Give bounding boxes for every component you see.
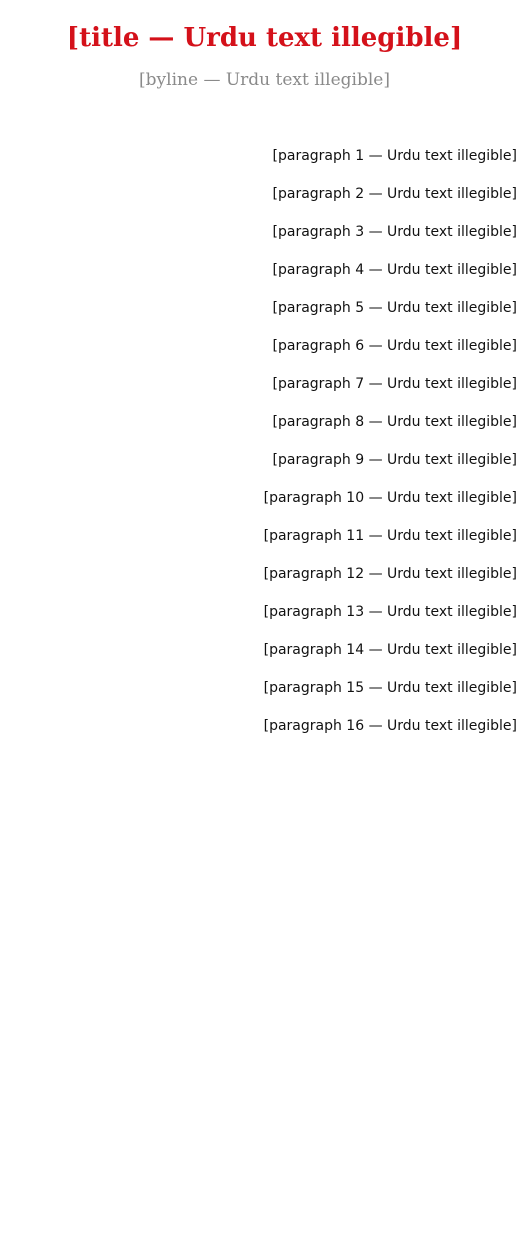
- article-body: [12, 142, 517, 741]
- article-paragraph: [paragraph 13 — Urdu text illegible]: [263, 604, 517, 620]
- article-paragraph: [paragraph 9 — Urdu text illegible]: [272, 452, 517, 468]
- article-paragraph: [paragraph 2 — Urdu text illegible]: [272, 186, 517, 202]
- article-paragraph: [paragraph 4 — Urdu text illegible]: [272, 262, 517, 278]
- article-paragraph: [paragraph 15 — Urdu text illegible]: [263, 680, 517, 696]
- article-paragraph: [paragraph 1 — Urdu text illegible]: [272, 148, 517, 164]
- article-paragraph: [paragraph 3 — Urdu text illegible]: [272, 224, 517, 240]
- article-paragraph: [paragraph 14 — Urdu text illegible]: [263, 642, 517, 658]
- article-paragraph: [paragraph 16 — Urdu text illegible]: [263, 718, 517, 734]
- header-spacer: [12, 94, 517, 142]
- author-byline: [byline — Urdu text illegible]: [139, 70, 390, 90]
- article-paragraph: [paragraph 11 — Urdu text illegible]: [263, 528, 517, 544]
- article-paragraph: [paragraph 5 — Urdu text illegible]: [272, 300, 517, 316]
- article-paragraph: [paragraph 12 — Urdu text illegible]: [263, 566, 517, 582]
- article-paragraph: [paragraph 6 — Urdu text illegible]: [272, 338, 517, 354]
- article-paragraph: [paragraph 8 — Urdu text illegible]: [272, 414, 517, 430]
- article-paragraph: [paragraph 7 — Urdu text illegible]: [272, 376, 517, 392]
- article-title: [title — Urdu text illegible]: [66, 23, 463, 53]
- article-paragraph: [paragraph 10 — Urdu text illegible]: [263, 490, 517, 506]
